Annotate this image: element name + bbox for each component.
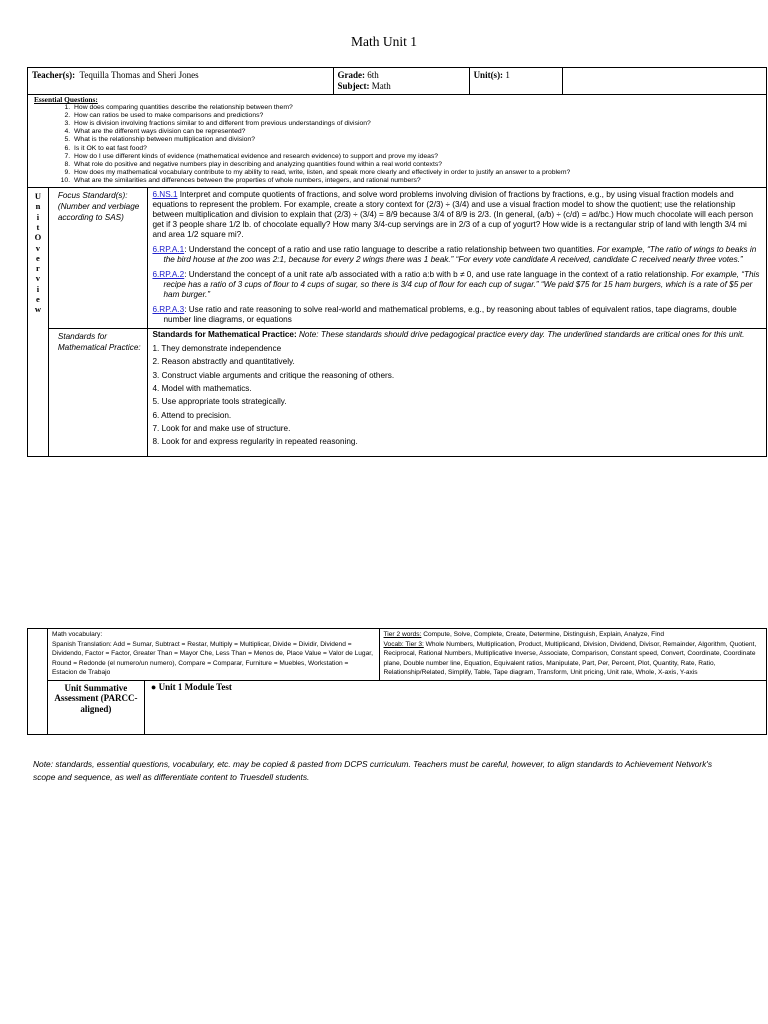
- assessment-label: Unit Summative Assessment (PARCC-aligned): [47, 680, 144, 734]
- practice-standards-label: Standards for Mathematical Practice:: [48, 329, 148, 457]
- practice-item: 3. Construct viable arguments and critique the reasoning of others.: [152, 370, 395, 380]
- practice-item: 5. Use appropriate tools strategically.: [152, 397, 287, 407]
- vocabulary-row: [28, 629, 767, 681]
- grade-value: 6th: [367, 70, 379, 80]
- essential-question: 9. How does my mathematical vocabulary contribute to my ability to read, write, listen, and speak more clearly and effectively in order to justify an answer to a problem?: [72, 169, 760, 177]
- essential-question: 1. How does comparing quantities describe the relationship between them?: [72, 104, 760, 112]
- essential-questions-list: [34, 104, 760, 185]
- essential-question: 8. What role do positive and negative numbers play in describing and analyzing quantities found within a real world contexts?: [72, 161, 760, 169]
- practice-heading: Standards for Mathematical Practice:: [152, 330, 297, 340]
- unit-overview-side-label: U n i t O v e r v i e w: [28, 188, 49, 457]
- grade-label: Grade:: [337, 70, 366, 80]
- spanish-translation: Spanish Translation: Add = Sumar, Subtract = Restar, Multiply = Multiplicar, Divide = Dividir, Dividend = Dividendo, Factor = Factor, Greater Than = Mayor Che, Less Than = Menos de, Place Value = Valor de Lugar, Round = Redonde (el numero/un numero), Compare = Comparar, Furniture = Muebles, Workstation = Estacion de Trabajo: [51, 640, 373, 676]
- math-vocabulary-label: Math vocabulary:: [51, 631, 103, 638]
- practice-item: 7. Look for and make use of structure.: [152, 423, 291, 433]
- math-vocabulary-cell: [47, 629, 379, 681]
- grade-cell: [333, 68, 469, 95]
- standard-link[interactable]: 6.RP.A.3: [152, 305, 185, 315]
- tier-words-cell: [379, 629, 767, 681]
- standard-link[interactable]: 6.NS.1: [152, 190, 178, 200]
- header-row: [28, 68, 767, 95]
- tier3-label: Vocab: Tier 3:: [383, 640, 424, 648]
- tier2-label: Tier 2 words:: [383, 631, 422, 638]
- practice-item: 4. Model with mathematics.: [152, 383, 252, 393]
- standard-link[interactable]: 6.RP.A.2: [152, 270, 185, 280]
- essential-question: 10. What are the similarities and differences between the properties of whole numbers, integers, and rational numbers?: [72, 177, 760, 185]
- practice-item: 2. Reason abstractly and quantitatively.: [152, 357, 295, 367]
- standard-6ns1: 6.NS.1 Interpret and compute quotients of fractions, and solve word problems involving division of fractions by fractions, e.g., by using visual fraction models and equations to represent the problem. For example, create a story context for (2/3) ÷ (3/4) and use a visual fraction model to show the quotient; use the relationship between multiplication and division to explain that (2/3) ÷ (3/4) = 8/9 because 3/4 of 8/9 is 2/3. (In general, (a/b) ÷ (c/d) = ad/bc.) How much chocolate will each person get if 3 people share 1/2 lb. of chocolate equally? How many 3/4-cup servings are in 2/3 of a cup of yogurt? How wide is a rectangular strip of land with length 3/4 mi and area 1/2 square mi?.: [152, 190, 754, 240]
- essential-question: 2. How can ratios be used to make comparisons and predictions?: [72, 112, 760, 120]
- subject-value: Math: [371, 81, 391, 91]
- essential-questions-title: Essential Questions:: [34, 95, 98, 104]
- focus-standards-row: [28, 188, 767, 329]
- practice-standards-row: [28, 329, 767, 457]
- practice-item: 6. Attend to precision.: [152, 410, 232, 420]
- teachers-cell: [28, 68, 334, 95]
- standard-6rpa2: 6.RP.A.2: Understand the concept of a unit rate a/b associated with a ratio a:b with b ≠ 0, and use rate language in the context of a ratio relationship. For example, “This recipe has a ratio of 3 cups of flour to 4 cups of sugar, so there is 3/4 cup of flour for each cup of sugar.” “We paid $75 for 15 ham burgers, which is a rate of $5 per ham burger.”: [152, 270, 760, 300]
- tier2-words: Compute, Solve, Complete, Create, Determine, Distinguish, Explain, Analyze, Find: [421, 631, 664, 638]
- practice-item: 8. Look for and express regularity in repeated reasoning.: [152, 437, 358, 447]
- unit-value: 1: [505, 70, 510, 80]
- assessment-row: [28, 680, 767, 734]
- unit-plan-table: [27, 67, 767, 457]
- essential-questions-row: [28, 95, 767, 188]
- empty-header-cell: [562, 68, 766, 95]
- vocabulary-table: [27, 628, 767, 735]
- essential-question: 5. What is the relationship between multiplication and division?: [72, 136, 760, 144]
- focus-standards-label: Focus Standard(s): (Number and verbiage according to SAS): [48, 188, 148, 329]
- essential-question: 4. What are the different ways division can be represented?: [72, 128, 760, 136]
- tier3-words: Whole Numbers, Multiplication, Product, Multiplicand, Division, Dividend, Divisor, Remainder, Algorithm, Quotient, Reciprocal, Rational Numbers, Multiplicative Inverse, Associate, Comparison, Constant speed, Convert, Coordinate, Coordinate plane, Double number line, Equation, Equivalent ratios, Manipulate, Part, Per, Percent, Plot, Quantity, Rate, Ratio, Relationship/Related, Simplify, Table, Tape diagram, Transform, Unit pricing, Unit rate, Whole, X-axis, Y-axis: [383, 640, 757, 676]
- subject-label: Subject:: [337, 81, 370, 91]
- unit-cell: [469, 68, 562, 95]
- page-title: Math Unit 1: [351, 34, 417, 49]
- essential-question: 6. Is it OK to eat fast food?: [72, 145, 760, 153]
- essential-questions-cell: [28, 95, 767, 188]
- footer-note: Note: standards, essential questions, vocabulary, etc. may be copied & pasted from DCPS curriculum. Teachers must be careful, however, to align standards to Achievement Network's scope and sequence, as well as differentiate content to Truesdell students.: [33, 759, 713, 782]
- standard-link[interactable]: 6.RP.A.1: [152, 245, 185, 255]
- practice-standards-cell: [148, 329, 767, 457]
- practice-item: 1. They demonstrate independence: [152, 344, 282, 354]
- unit-label: Unit(s):: [473, 70, 504, 80]
- assessment-value: ● Unit 1 Module Test: [144, 680, 766, 734]
- teachers-label: Teacher(s):: [32, 70, 76, 80]
- essential-question: 7. How do I use different kinds of evidence (mathematical evidence and research evidence) to support and prove my ideas?: [72, 153, 760, 161]
- vocab-side-cell: [28, 629, 48, 735]
- essential-question: 3. How is division involving fractions similar to and different from previous understandings of division?: [72, 120, 760, 128]
- focus-standards-cell: [148, 188, 767, 329]
- standard-6rpa3: 6.RP.A.3: Use ratio and rate reasoning to solve real-world and mathematical problems, e.g., by reasoning about tables of equivalent ratios, tape diagrams, double number line diagrams, or equations: [152, 305, 737, 325]
- standard-6rpa1: 6.RP.A.1: Understand the concept of a ratio and use ratio language to describe a ratio relationship between two quantities. For example, “The ratio of wings to beaks in the bird house at the zoo was 2:1, because for every 2 wings there was 1 beak.” “For every vote candidate A received, candidate C received nearly three votes.”: [152, 245, 757, 265]
- practice-note: Note: These standards should drive pedagogical practice every day. The underlined standards are critical ones for this unit.: [296, 330, 745, 340]
- teachers-value: Tequilla Thomas and Sheri Jones: [79, 70, 199, 80]
